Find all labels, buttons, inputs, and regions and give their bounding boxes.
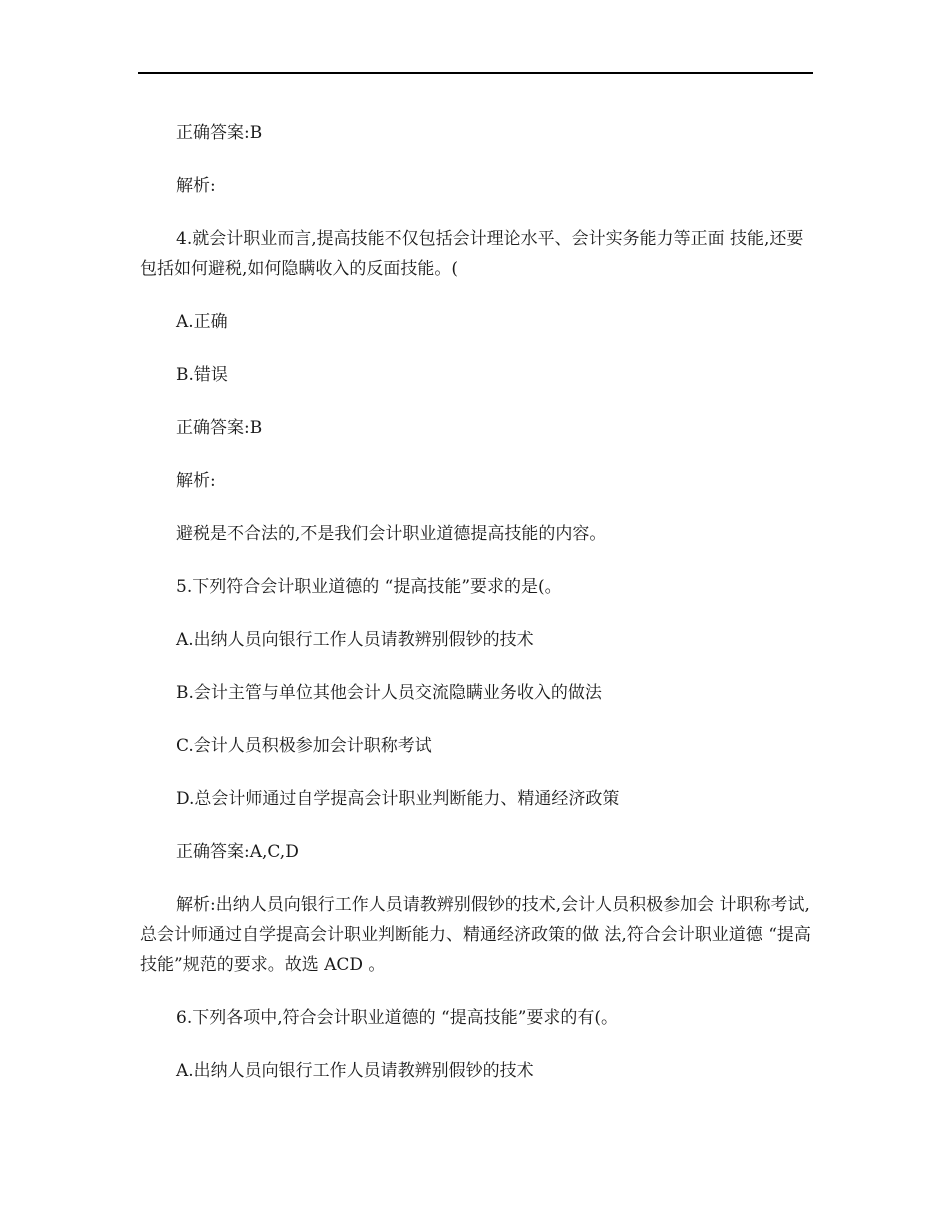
option-b: B.会计主管与单位其他会计人员交流隐瞒业务收入的做法 <box>176 683 602 703</box>
option-b: B.错误 <box>176 365 228 385</box>
option-a: A.出纳人员向银行工作人员请教辨别假钞的技术 <box>176 1061 534 1081</box>
option-c: C.会计人员积极参加会计职称考试 <box>176 736 432 756</box>
option-a: A.正确 <box>176 312 228 332</box>
header-rule <box>138 72 813 74</box>
question-6: 6.下列各项中,符合会计职业道德的 “提高技能”要求的有(。 <box>176 1008 619 1028</box>
analysis-label: 解析: <box>176 176 216 196</box>
document-body <box>140 118 812 1109</box>
analysis-text: 避税是不合法的,不是我们会计职业道德提高技能的内容。 <box>176 524 607 544</box>
question-5: 5.下列符合会计职业道德的 “提高技能”要求的是(。 <box>176 577 562 597</box>
analysis-label: 解析: <box>176 471 216 491</box>
question-4: 4.就会计职业而言,提高技能不仅包括会计理论水平、会计实务能力等正面 技能,还要包括如何避税,如何隐瞒收入的反面技能。( <box>140 229 804 279</box>
analysis-text: 解析:出纳人员向银行工作人员请教辨别假钞的技术,会计人员积极参加会 计职称考试,总会计师通过自学提高会计职业判断能力、精通经济政策的做 法,符合会计职业道德 “提高技能”规范的要求。故选 ACD 。 <box>140 895 811 975</box>
option-d: D.总会计师通过自学提高会计职业判断能力、精通经济政策 <box>176 789 620 809</box>
option-a: A.出纳人员向银行工作人员请教辨别假钞的技术 <box>176 630 534 650</box>
answer-line: 正确答案:B <box>176 123 263 143</box>
answer-line: 正确答案:A,C,D <box>176 842 299 862</box>
answer-line: 正确答案:B <box>176 418 263 438</box>
